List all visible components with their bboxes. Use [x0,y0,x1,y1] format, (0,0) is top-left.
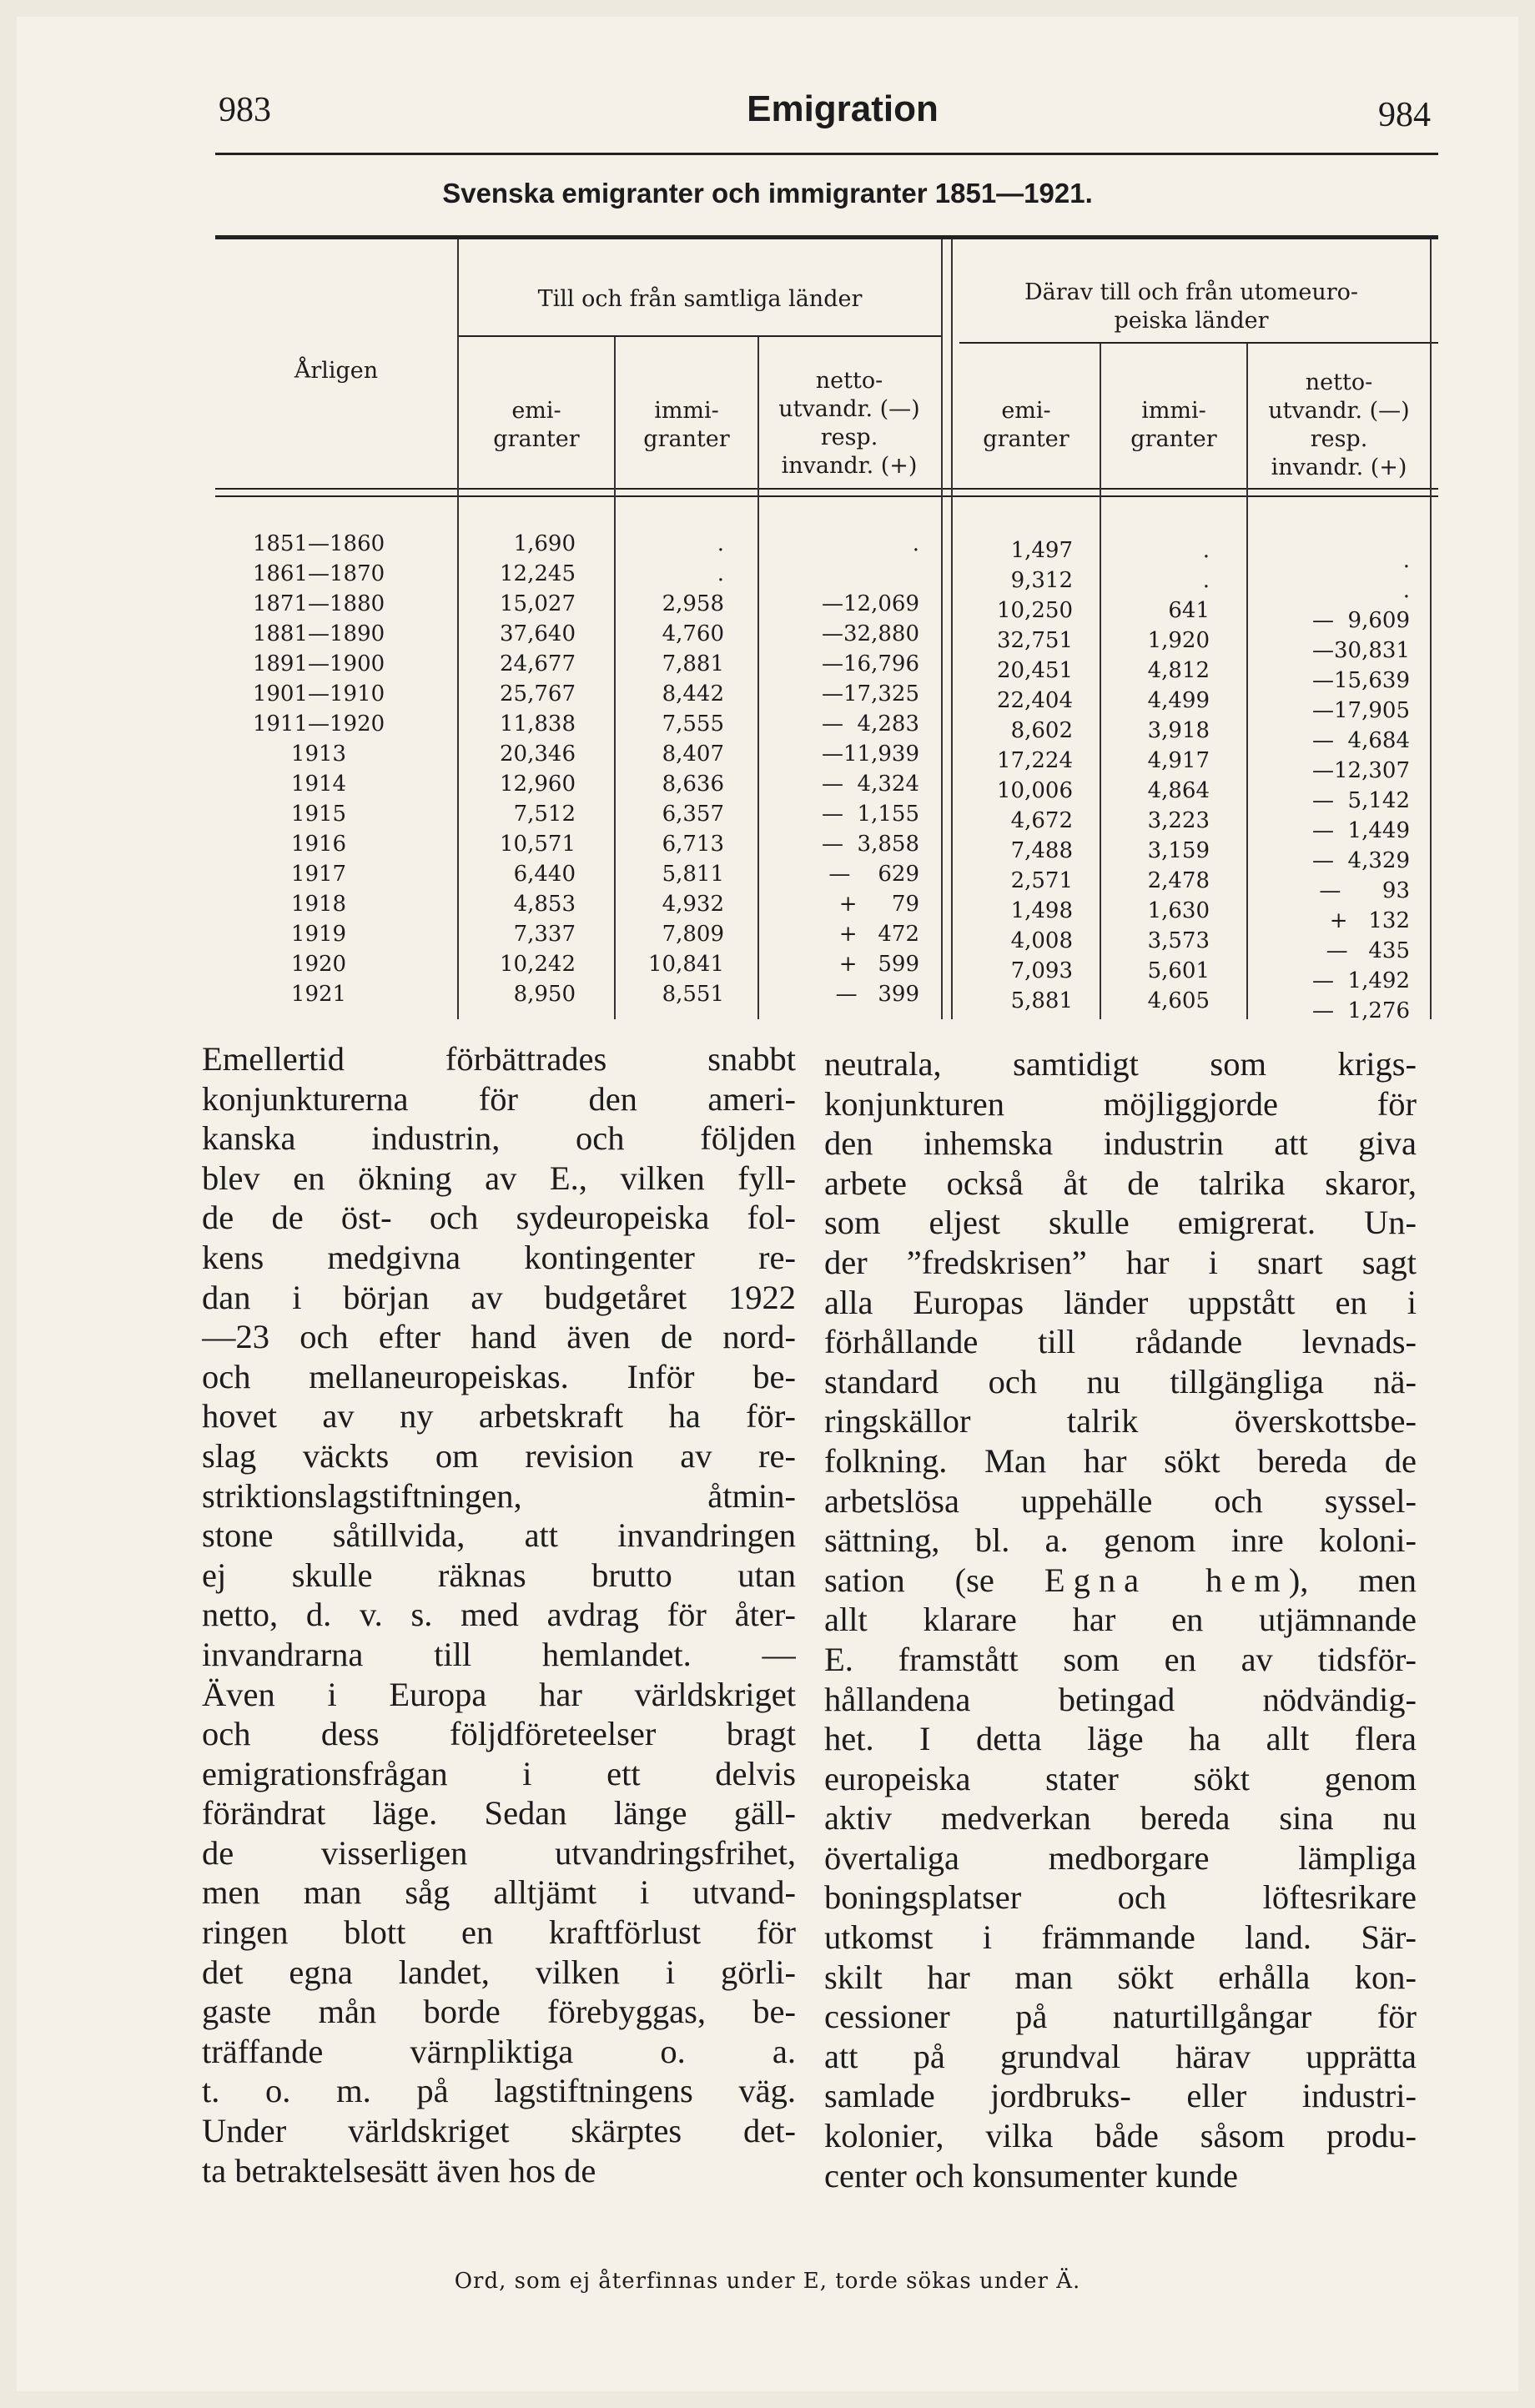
table-cell: 1901—1910 [252,681,385,706]
table-cell: 7,512 [513,802,576,827]
text-line: kolonier, vilka både såsom produ- [824,2117,1417,2155]
text-fragment: ), men [1288,1561,1417,1599]
text-line: den inhemska industrin att giva [824,1124,1417,1163]
table-cell: — 1,276 [1312,998,1410,1023]
table-cell: — 4,329 [1312,848,1410,873]
text-line: konjunkturerna för den ameri- [202,1079,796,1118]
table-cell: . [717,561,724,586]
table-cell: + 79 [838,892,919,917]
text-line: samlade jordbruks- eller industri- [824,2077,1417,2115]
table-cell: 1919 [290,922,347,947]
table-cell: 8,950 [513,982,576,1007]
table-cell: 10,250 [997,598,1073,623]
text-line: och dess följdföreteelser bragt [202,1715,796,1753]
table-cell: 4,917 [1147,748,1210,773]
table-cell: 20,346 [500,742,576,767]
text-line: slag väckts om revision av re- [202,1436,796,1475]
table-cell: 22,404 [997,688,1073,713]
text-line: stone såtillvida, att invandringen [202,1516,796,1555]
table-cell: 5,811 [662,862,724,887]
text-line: kens medgivna kontingenter re- [202,1238,796,1276]
table-cell: 1,920 [1147,628,1210,653]
header-rule [215,153,1438,155]
table-cell: 11,838 [500,711,576,736]
table-cell: 3,223 [1147,808,1210,833]
table-cell: — 629 [828,862,919,887]
text-line: men man såg alltjämt i utvand- [202,1873,796,1912]
column-all-immigrants [617,529,724,1009]
text-line: kanska industrin, och följden [202,1119,796,1158]
table-cell: 1851—1860 [252,531,385,556]
table-vline [951,239,953,1019]
text-line: aktiv medverkan bereda sina nu [824,1799,1417,1837]
table-cell: 4,499 [1147,688,1210,713]
table-cell: 4,605 [1147,988,1210,1013]
table-cell: 4,812 [1147,658,1210,683]
table-cell: 641 [1168,598,1210,623]
group1-rule [457,335,941,337]
table-cell: 2,571 [1010,868,1073,893]
table-cell: 1891—1900 [252,651,385,676]
table-cell: 4,864 [1147,778,1210,803]
table-cell: 5,881 [1010,988,1073,1013]
text-line: de visserligen utvandringsfrihet, [202,1833,796,1872]
table-cell: 5,601 [1147,958,1210,983]
text-line: ringskällor talrik överskottsbe- [824,1402,1417,1440]
table-cell: 8,602 [1010,718,1073,743]
text-line: der ”fredskrisen” har i snart sagt [824,1243,1417,1281]
table-cell: —17,905 [1312,698,1410,723]
table-cell: 1871—1880 [252,591,385,616]
column-overseas-emigrants [956,535,1073,1016]
table-cell: 9,312 [1010,568,1073,593]
text-line: dan i början av budgetåret 1922 [202,1278,796,1316]
table-cell: 1921 [290,982,347,1007]
cross-reference: Egna hem [1044,1561,1289,1599]
table-cell: 7,881 [662,651,724,676]
table-cell: . [1402,548,1410,573]
col-header-immigrants-overseas: immi- granter [1130,398,1217,452]
text-line: t. o. m. på lagstiftningens väg. [202,2072,796,2110]
text-line: de de öst- och sydeuropeiska fol- [202,1199,796,1237]
column-all-emigrants [467,529,576,1009]
text-line: förhållande till rådande levnads- [824,1323,1417,1361]
table-cell: —12,069 [822,591,919,616]
table-cell: 2,478 [1147,868,1210,893]
text-line: alla Europas länder uppstått en i [824,1283,1417,1321]
table-cell: 1918 [290,892,347,917]
table-vline [941,239,943,1019]
table-cell: 2,958 [662,591,724,616]
text-line: hållandena betingad nödvändig- [824,1680,1417,1718]
table-vline [1430,239,1432,1019]
page-number-right: 984 [1378,96,1431,134]
table-cell: 8,407 [662,742,724,767]
col-header-immigrants: immi- granter [643,398,730,452]
column-years [219,529,419,1009]
text-line [824,1561,1417,1601]
text-line: netto, d. v. s. med avdrag för åter- [202,1596,796,1634]
table-cell: 4,932 [662,892,724,917]
text-line: övertaliga medborgare lämpliga [824,1838,1417,1877]
col-header-emigrants: emi- granter [493,398,580,452]
text-line: center och konsumenter kunde [824,2156,1238,2194]
table-cell: 7,093 [1010,958,1073,983]
text-line: förändrat läge. Sedan länge gäll- [202,1794,796,1832]
group-header-all: Till och från samtliga länder [537,286,863,312]
table-cell: . [1202,538,1210,563]
table-cell: 1861—1870 [252,561,385,586]
text-line: ej skulle räknas brutto utan [202,1556,796,1594]
text-line: ta betraktelsesätt även hos de [202,2151,596,2189]
table-cell: . [717,531,724,556]
table-cell: 10,841 [648,952,724,977]
table-cell: 6,357 [662,802,724,827]
page-number-left: 983 [219,91,271,129]
col-header-netto: netto- utvandr. (—) resp. invandr. (+) [778,368,920,479]
table-cell: 1916 [290,832,347,857]
table-cell: 32,751 [997,628,1073,653]
text-line: hovet av ny arbetskraft ha för- [202,1397,796,1435]
table-cell: 24,677 [500,651,576,676]
table-cell: . [1402,578,1410,603]
table-cell: —32,880 [822,621,919,646]
text-fragment: sation (se [824,1561,1044,1599]
table-cell: 7,488 [1010,838,1073,863]
footer-note: Ord, som ej återfinnas under E, torde sökas under Ä. [454,2269,1081,2294]
table-cell: 8,442 [662,681,724,706]
table-cell: 8,636 [662,772,724,797]
table-cell: 6,713 [662,832,724,857]
col-header-netto-overseas: netto- utvandr. (—) resp. invandr. (+) [1268,369,1410,480]
table-cell: 6,440 [513,862,576,887]
table-cell: 10,242 [500,952,576,977]
table-cell: — 1,155 [822,802,919,827]
col-header-emigrants-overseas: emi- granter [983,398,1069,452]
table-cell: 4,672 [1010,808,1073,833]
table-cell: —11,939 [822,742,919,767]
table-cell: + 472 [838,922,919,947]
table-cell: —17,325 [822,681,919,706]
column-all-netto [761,529,919,1009]
text-line: boningsplatser och löftesrikare [824,1878,1417,1917]
table-cell: 3,573 [1147,928,1210,953]
text-line: träffande värnpliktiga o. a. [202,2032,796,2070]
text-line: europeiska stater sökt genom [824,1759,1417,1797]
table-cell: 20,451 [997,658,1073,683]
group2-rule [959,342,1438,344]
table-cell: — 1,449 [1312,818,1410,843]
table-top-rule [215,235,1438,239]
text-line: —23 och efter hand även de nord- [202,1318,796,1356]
table-cell: 15,027 [500,591,576,616]
table-cell: —12,307 [1312,758,1410,783]
text-line: att på grundval härav upprätta [824,2037,1417,2075]
text-line: ringen blott en kraftförlust för [202,1913,796,1952]
table-cell: — 5,142 [1312,788,1410,813]
table-cell: 25,767 [500,681,576,706]
table-cell: —15,639 [1312,668,1410,693]
table-cell: — 4,283 [822,711,919,736]
text-line: konjunkturen möjliggjorde för [824,1084,1417,1123]
table-cell: 8,551 [662,982,724,1007]
text-line: invandrarna till hemlandet. — [202,1635,796,1673]
text-line: gaste mån borde förebyggas, be- [202,1993,796,2031]
table-cell: 1,630 [1147,898,1210,923]
text-line: striktionslagstiftningen, åtmin- [202,1476,796,1515]
group-header-overseas: Därav till och från utomeuro- peiska länder [1024,279,1358,334]
text-line: det egna landet, vilken i görli- [202,1953,796,1991]
table-cell [761,559,919,589]
text-line: allt klarare har en utjämnande [824,1601,1417,1639]
column-overseas-immigrants [1103,535,1210,1016]
row-header: Årligen [294,358,379,384]
table-cell: 1,690 [513,531,576,556]
table-cell: 1915 [290,802,347,827]
table-cell: — 1,492 [1312,968,1410,993]
text-line: het. I detta läge ha allt flera [824,1720,1417,1758]
table-cell: 4,853 [513,892,576,917]
header-bottom-rule-2 [215,495,1438,497]
table-title: Svenska emigranter och immigranter 1851—1921. [442,178,1093,209]
text-line: sättning, bl. a. genom inre koloni- [824,1521,1417,1560]
table-cell: 4,760 [662,621,724,646]
table-cell: 7,555 [662,711,724,736]
text-line: emigrationsfrågan i ett delvis [202,1754,796,1792]
table-cell: — 9,609 [1312,608,1410,633]
text-line: utkomst i främmande land. Sär- [824,1918,1417,1957]
table-cell: 1911—1920 [252,711,385,736]
text-line: Emellertid förbättrades snabbt [202,1040,796,1078]
table-cell: 1,498 [1010,898,1073,923]
table-cell: 37,640 [500,621,576,646]
body-text-right [824,1044,1417,2195]
table-cell: — 4,324 [822,772,919,797]
text-line: blev en ökning av E., vilken fyll- [202,1159,796,1197]
text-line: Även i Europa har världskriget [202,1675,796,1713]
table-cell: 1913 [290,742,347,767]
table-cell: — 4,684 [1312,728,1410,753]
text-line: E. framstått som en av tidsför- [824,1640,1417,1678]
table-cell: 4,008 [1010,928,1073,953]
table-cell: 1917 [290,862,347,887]
table-cell: . [1202,568,1210,593]
table-cell: 10,006 [997,778,1073,803]
table-cell: — 435 [1326,938,1410,963]
table-cell: — 93 [1319,878,1410,903]
table-cell: + 599 [838,952,919,977]
page-title: Emigration [747,88,939,129]
text-line: folkning. Man har sökt bereda de [824,1441,1417,1480]
body-text-left [202,1039,796,2190]
table-cell: 1920 [290,952,347,977]
table-cell: — 3,858 [822,832,919,857]
text-line: Under världskriget skärptes det- [202,2112,796,2150]
header-bottom-rule-1 [215,488,1438,490]
text-line: standard och nu tillgängliga nä- [824,1362,1417,1400]
table-cell: 3,159 [1147,838,1210,863]
table-cell: —30,831 [1312,638,1410,663]
table-cell: 12,245 [500,561,576,586]
table-cell: . [912,531,919,556]
table-cell: 1881—1890 [252,621,385,646]
text-line: neutrala, samtidigt som krigs- [824,1045,1417,1083]
table-cell: 1,497 [1010,538,1073,563]
table-cell: 1914 [290,772,347,797]
text-line: som eljest skulle emigrerat. Un- [824,1204,1417,1242]
text-line: cessioner på naturtillgångar för [824,1998,1417,2036]
table-vline [457,239,459,1019]
table-cell: 10,571 [500,832,576,857]
table-cell: — 399 [835,982,919,1007]
table-cell: 12,960 [500,772,576,797]
table-cell: 17,224 [997,748,1073,773]
table-cell: 7,809 [662,922,724,947]
table-cell: 7,337 [513,922,576,947]
text-line: arbete också åt de talrika skaror, [824,1164,1417,1202]
text-line: arbetslösa uppehälle och syssel- [824,1481,1417,1520]
column-overseas-netto [1251,545,1410,1026]
text-line: skilt har man sökt erhålla kon- [824,1958,1417,1996]
text-line: och mellaneuropeiskas. Inför be- [202,1357,796,1395]
table-cell: 3,918 [1147,718,1210,743]
table-cell: —16,796 [822,651,919,676]
table-cell: + 132 [1329,908,1410,933]
